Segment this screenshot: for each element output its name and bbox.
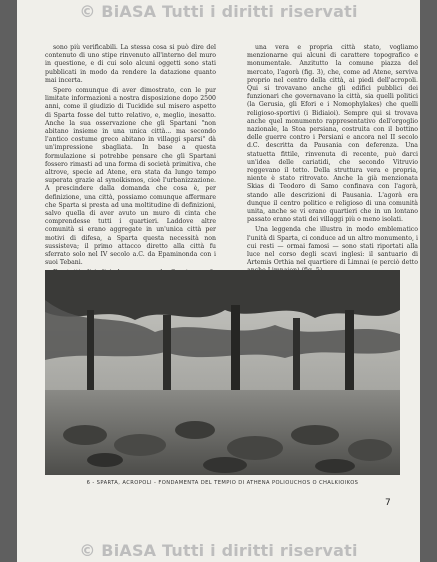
paragraph: sono più verificabili. La stessa cosa si può dire del contenuto di uno stipe rinvenuto all'interno del muro in questione, e di cui solo alcuni oggetti sono stati pubblicati in modo da rendere la datazione quanto mai incerta.: [45, 44, 216, 84]
photo-image: [45, 270, 400, 475]
document-page: [17, 0, 420, 562]
paragraph: Spero comunque di aver dimostrato, con le pur limitate informazioni a nostra disposizione dopo 2500 anni, come il giudizio di Tucidide sul misero aspetto di Sparta fosse del tutto relativo, e, meglio, inesatto. Anche la sua osservazione che gli Spartani "non abitano insieme in una unica città... ma secondo l'antico costume greco abitano in villaggi sparsi" dà un'impressione sbagliata. In base a questa formulazione si potrebbe pensare che gli Spartani fossero rimasti ad una forma di società primitiva, che altrove, specie ad Atene, era stata da lungo tempo superata grazie al synoikismos, cioè l'urbanizzazione. A prescindere dalla domanda che cosa è, per definizione, una città, possiamo comunque affermare che Sparta si presta ad una moltitudine di definizioni, salvo quella di aver avuto un muro di cinta che comprendesse tutti i quartieri. Laddove altre comunità si erano aggregate in un'unica città per motivi di difesa, a Sparta questa necessità non sussisteva; il primo attacco diretto alla città fu sferrato solo nel IV secolo a.C. da Epaminonda con i suoi Tebani.: [45, 87, 216, 267]
paragraph: Una leggenda che illustra in modo emblematico l'unità di Sparta, ci conduce ad un altro monumento, i cui resti — ormai famosi — sono stati riportati alla luce nel corso degli scavi inglesi: il santuario di Artemis Orthia nel quartiere di Limnai (e perciò detto: [247, 226, 418, 267]
paragraph: una vera e propria città stato, vogliamo menzionarne qui alcuni di carattere topografico e monumentale. Anzitutto la comune piazza del mercato, l'agorà (fig. 3), che, come ad Atene, serviva proprio nel centro della città, ai piedi dell'acropoli. Qui si trovavano anche gli edifici pubblici dei funzionari che governavano la città, sia quelli politici (la Gerusia, gli Efori e i Nomophylakes) che quelli religioso-sportivi (i Bidiaioi). Sempre qui si trovava anche quel monumento rappresentativo dell'orgoglio nazionale, la Stoa persiana, costruita con il bottino delle guerre contro i Persiani e ancora nel II secolo d.C. descritta da Pausania con deferenza. Una statuetta fittile, rinvenuta di recente, può darci un'idea delle cariatidi, che secondo Vitruvio reggevano il tetto. Della struttura vera e propria, niente è stato ritrovato. Anche la già menzionata Skias di Teodoro di Samo confinava con l'agorà, stando alle descrizioni di Pausania. L'agorà era dunque il centro politico e religioso di una comunità unita, anche se vi erano quartieri che in un lontano passato erano stati dei villaggi più o meno isolati.: [247, 44, 418, 224]
right-column: [247, 44, 418, 269]
left-column: [45, 44, 216, 269]
watermark-bottom: © BiASA Tutti i diritti riservati: [79, 541, 358, 560]
figure-caption: 6 - SPARTA, ACROPOLI - FONDAMENTA DEL TEMPIO DI ATHENA POLIOUCHOS O CHALKIOIKOS: [86, 480, 359, 486]
figure-photo: [45, 270, 400, 475]
page-number: 7: [385, 498, 391, 508]
watermark-top: © BiASA Tutti i diritti riservati: [79, 2, 358, 21]
